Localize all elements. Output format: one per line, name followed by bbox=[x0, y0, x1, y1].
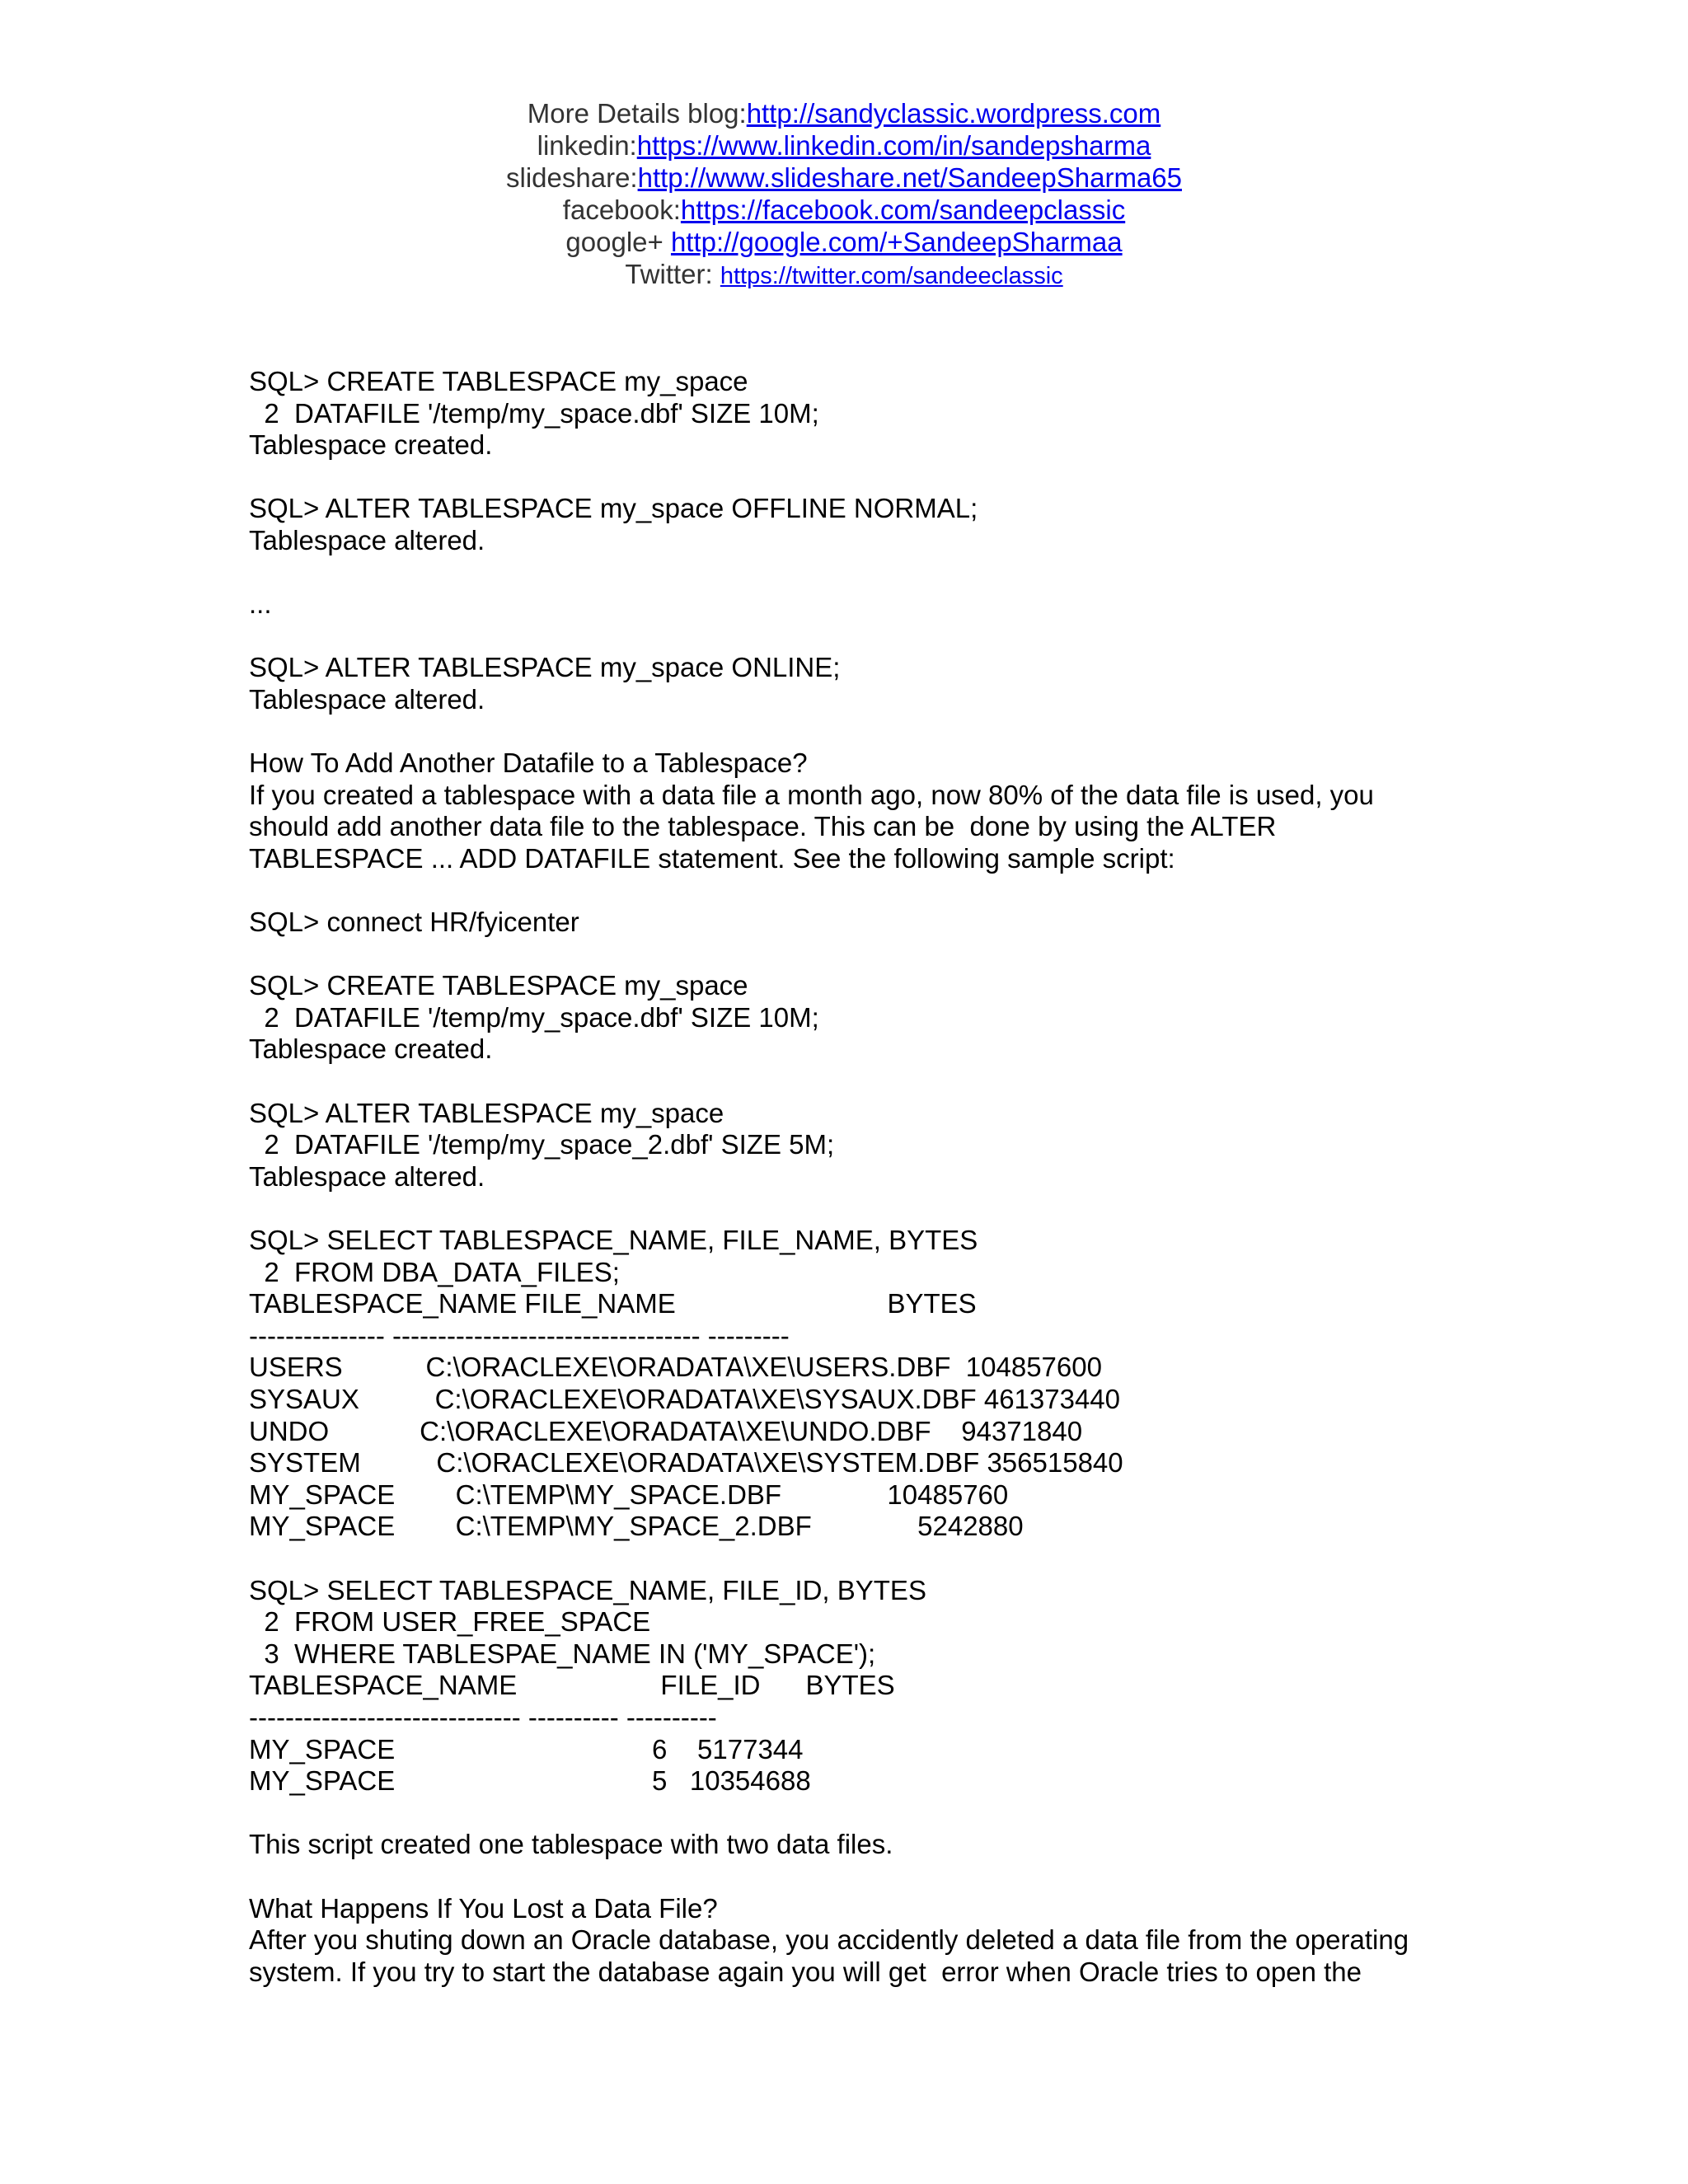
text-line: TABLESPACE_NAME FILE_ID BYTES bbox=[249, 1670, 895, 1701]
header-link[interactable]: https://facebook.com/sandeepclassic bbox=[680, 194, 1126, 225]
blank-line bbox=[249, 621, 1452, 653]
header-link-label: slideshare: bbox=[506, 162, 638, 193]
contact-links-header bbox=[0, 97, 1688, 293]
text-line: ... bbox=[249, 588, 272, 620]
text-line: After you shuting down an Oracle database, you accidently deleted a data file from the operating bbox=[249, 1924, 1409, 1956]
text-line: system. If you try to start the database again you will get error when Oracle tries to open the bbox=[249, 1956, 1362, 1987]
text-line: SQL> ALTER TABLESPACE my_space ONLINE; bbox=[249, 652, 841, 683]
text-line: Tablespace created. bbox=[249, 1033, 493, 1065]
text-line: What Happens If You Lost a Data File? bbox=[249, 1892, 718, 1924]
blank-line bbox=[249, 462, 1452, 494]
text-line: SQL> ALTER TABLESPACE my_space OFFLINE NORMAL; bbox=[249, 493, 978, 524]
text-line: Tablespace altered. bbox=[249, 524, 485, 555]
header-link-line bbox=[0, 258, 1688, 293]
blank-line bbox=[249, 1861, 1452, 1893]
blank-line bbox=[249, 1543, 1452, 1575]
text-line: 2 DATAFILE '/temp/my_space.dbf' SIZE 10M; bbox=[249, 1001, 819, 1033]
text-line: SQL> SELECT TABLESPACE_NAME, FILE_ID, BYTES bbox=[249, 1574, 926, 1605]
header-link-line bbox=[0, 162, 1688, 194]
text-line: MY_SPACE C:\TEMP\MY_SPACE_2.DBF 5242880 bbox=[249, 1511, 1024, 1542]
blank-line bbox=[249, 716, 1452, 748]
text-line: SQL> CREATE TABLESPACE my_space bbox=[249, 366, 748, 396]
text-line: MY_SPACE C:\TEMP\MY_SPACE.DBF 10485760 bbox=[249, 1479, 1009, 1510]
header-link-label: facebook: bbox=[562, 194, 681, 225]
header-link-line bbox=[0, 194, 1688, 226]
text-line: 2 DATAFILE '/temp/my_space.dbf' SIZE 10M; bbox=[249, 397, 819, 429]
blank-line bbox=[249, 1797, 1452, 1830]
blank-line bbox=[249, 557, 1452, 589]
text-line: Tablespace created. bbox=[249, 429, 493, 461]
text-line: SYSAUX C:\ORACLEXE\ORADATA\XE\SYSAUX.DBF 461373440 bbox=[249, 1384, 1121, 1414]
header-link[interactable]: https://www.linkedin.com/in/sandepsharma bbox=[636, 130, 1151, 161]
text-line: 2 DATAFILE '/temp/my_space_2.dbf' SIZE 5M; bbox=[249, 1129, 835, 1160]
header-link[interactable]: http://www.slideshare.net/SandeepSharma65 bbox=[637, 162, 1182, 193]
header-link-line bbox=[0, 129, 1688, 162]
text-line: This script created one tablespace with two data files. bbox=[249, 1829, 893, 1860]
header-link-label: Twitter: bbox=[625, 259, 720, 289]
text-line: USERS C:\ORACLEXE\ORADATA\XE\USERS.DBF 104857600 bbox=[249, 1352, 1102, 1383]
text-line: SQL> CREATE TABLESPACE my_space bbox=[249, 970, 748, 1001]
text-line: If you created a tablespace with a data file a month ago, now 80% of the data file is used, you bbox=[249, 779, 1374, 810]
text-line: should add another data file to the tablespace. This can be done by using the ALTER bbox=[249, 811, 1277, 842]
blank-line bbox=[249, 1193, 1452, 1225]
text-line: TABLESPACE_NAME FILE_NAME BYTES bbox=[249, 1288, 977, 1319]
text-line: MY_SPACE 5 10354688 bbox=[249, 1765, 811, 1797]
header-link-label: google+ bbox=[565, 227, 671, 257]
blank-line bbox=[249, 875, 1452, 907]
header-link[interactable]: https://twitter.com/sandeeclassic bbox=[720, 263, 1063, 289]
header-link-label: More Details blog: bbox=[527, 98, 747, 129]
text-line: SQL> connect HR/fyicenter bbox=[249, 907, 579, 938]
text-line: TABLESPACE ... ADD DATAFILE statement. See the following sample script: bbox=[249, 842, 1175, 874]
header-link-line bbox=[0, 226, 1688, 258]
text-line: Tablespace altered. bbox=[249, 683, 485, 715]
text-line: 2 FROM DBA_DATA_FILES; bbox=[249, 1256, 620, 1287]
blank-line bbox=[249, 939, 1452, 971]
text-line: SQL> SELECT TABLESPACE_NAME, FILE_NAME, BYTES bbox=[249, 1225, 978, 1256]
text-line: --------------- ---------------------------------- --------- bbox=[249, 1319, 790, 1351]
text-line: SQL> ALTER TABLESPACE my_space bbox=[249, 1097, 724, 1128]
text-line: MY_SPACE 6 5177344 bbox=[249, 1733, 804, 1765]
text-line: Tablespace altered. bbox=[249, 1160, 485, 1192]
header-link[interactable]: http://sandyclassic.wordpress.com bbox=[746, 98, 1161, 129]
text-line: How To Add Another Datafile to a Tablespace? bbox=[249, 748, 808, 779]
text-line: 3 WHERE TABLESPAE_NAME IN ('MY_SPACE'); bbox=[249, 1638, 876, 1669]
text-line: 2 FROM USER_FREE_SPACE bbox=[249, 1606, 651, 1638]
header-link-line bbox=[0, 97, 1688, 129]
document-body bbox=[249, 366, 1452, 1988]
text-line: ------------------------------ ---------- ---------- bbox=[249, 1701, 717, 1732]
header-link-label: linkedin: bbox=[537, 130, 637, 161]
blank-line bbox=[249, 1066, 1452, 1098]
text-line: SYSTEM C:\ORACLEXE\ORADATA\XE\SYSTEM.DBF 356515840 bbox=[249, 1447, 1123, 1479]
text-line: UNDO C:\ORACLEXE\ORADATA\XE\UNDO.DBF 94371840 bbox=[249, 1415, 1083, 1446]
header-link[interactable]: http://google.com/+SandeepSharmaa bbox=[670, 227, 1123, 257]
